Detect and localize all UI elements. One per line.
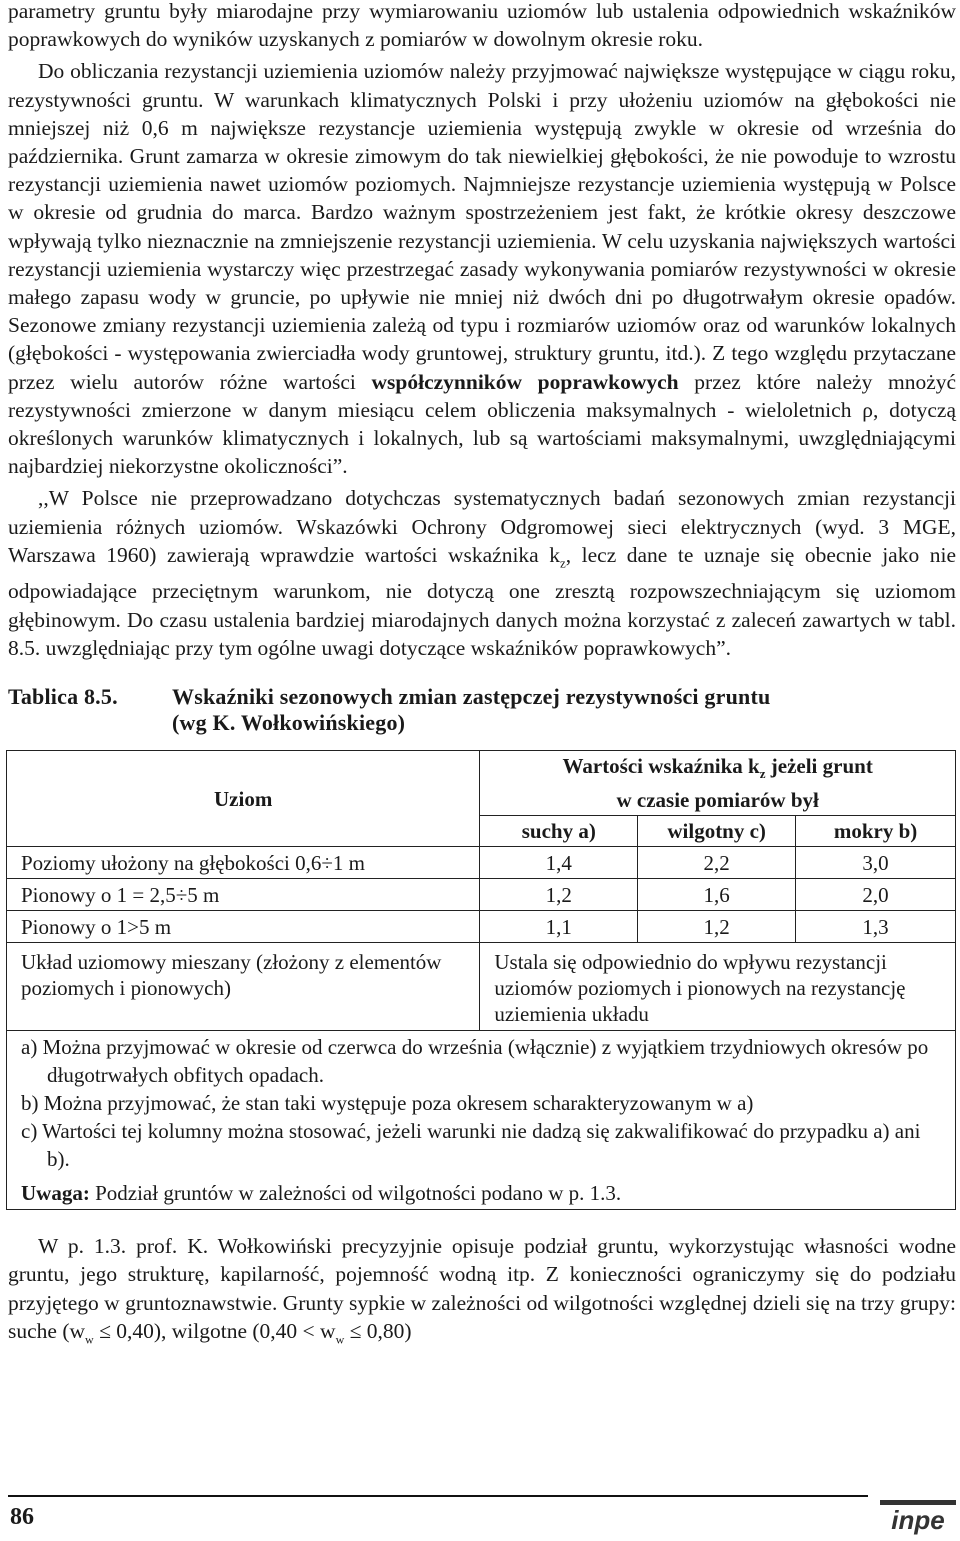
row-label: Pionowy o 1>5 m: [7, 911, 480, 943]
subscript: z: [559, 555, 566, 571]
column-header-suchy: suchy a): [480, 816, 638, 847]
table-row: [7, 911, 956, 943]
table-notes: [7, 1031, 956, 1210]
column-header-uziom: Uziom: [7, 750, 480, 846]
cell-value: 1,4: [480, 847, 638, 879]
footer-rule: [8, 1495, 868, 1497]
note-a: a) Można przyjmować w okresie od czerwca do września (włącznie) z wyjątkiem trzydniowych okresów po długotrwałych obfitych opadach.: [21, 1035, 929, 1088]
publisher-logo: [880, 1496, 956, 1536]
row-label: Układ uziomowy mieszany (złożony z elementów poziomych i pionowych): [7, 943, 480, 1031]
note-b: b) Można przyjmować, że stan taki występuje poza okresem scharakteryzowanym w a): [21, 1091, 754, 1116]
remark-label: Uwaga:: [21, 1181, 90, 1206]
quote-text-end: , lecz dane te uznaje się obecnie jako nie odpowiadające przeciętnym warunkom, nie dotyczą one zresztą rozpowszechniającym się uziomom głębinowym. Do czasu ustalenia bardziej miarodajnych danych można korzystać z zaleceń zawartych w tabl. 8.5. uwzględniając przy tym ogólne uwagi dotyczące wskaźników poprawkowych”.: [8, 542, 956, 660]
table-caption-source: (wg K. Wołkowińskiego): [172, 709, 406, 735]
table-row-mixed: [7, 943, 956, 1031]
soil-text-end: ≤ 0,80): [344, 1318, 412, 1343]
cell-value: 1,3: [796, 911, 956, 943]
coefficients-table: [6, 750, 956, 1210]
paragraph-seasonal-text-end: przez które należy mnożyć rezystywności zmierzone w danym miesiącu celem obliczenia maksymalnych - wieloletnich ρ, dotyczą określonych warunków klimatycznych i lokalnych, lub są wartościami maksymalnymi, uwzględniającymi najbardziej niekorzystne okoliczności”.: [8, 369, 957, 479]
soil-text-mid: ≤ 0,40), wilgotne (0,40 < w: [93, 1318, 336, 1343]
row-label: Poziomy ułożony na głębokości 0,6÷1 m: [7, 847, 480, 879]
paragraph-intro: parametry gruntu były miarodajne przy wymiarowaniu uziomów lub ustalenia odpowiednich wskaźników poprawkowych do wyników uzyskanych z pomiarów w dowolnym okresie roku.: [8, 0, 956, 52]
subscript: w: [85, 1332, 94, 1347]
bold-term: współczynników poprawkowych: [371, 369, 679, 394]
table-notes-row: [7, 1031, 956, 1210]
cell-value: 2,0: [796, 879, 956, 911]
paragraph-seasonal-text: Do obliczania rezystancji uziemienia uziomów należy przyjmować największe występujące w ciągu roku, rezystywności gruntu. W warunkach klimatycznych Polski i przy ułożeniu uziomów na głębokości nie mniejszej niż 0,6 m największe rezystancje uziemienia występują zwykle w okresie od września do października. Grunt zamarza w okresie zimowym do tak niewielkiej głębokości, że nie powoduje to wzrostu rezystancji uziemienia nawet uziomów poziomych. Najmniejsze rezystancje uziemienia występują w Polsce w okresie od grudnia do marca. Bardzo ważnym spostrzeżeniem jest fakt, że krótkie okresy deszczowe wpływają tylko nieznacznie na zmniejszenie rezystancji uziemienia. W celu uzyskania największych wartości rezystancji uziemienia wystarczy więc przestrzegać zasady wykonywania pomiarów rezystywności w okresie małego zapasu wody w gruncie, po upływie nie mniej niż dwóch dni po długotrwałym okresie opadów. Sezonowe zmiany rezystancji uziemienia zależą od typu i rozmiarów uziomów oraz od warunków lokalnych (głębokości - występowania zwierciadła wody gruntowej, struktury gruntu, itd.). Z tego względu przytaczane przez wielu autorów różne wartości: [8, 59, 956, 394]
table-remark: [21, 1179, 941, 1207]
cell-value: 1,2: [638, 911, 796, 943]
column-header-wilgotny: wilgotny c): [638, 816, 796, 847]
page-number: 86: [10, 1504, 34, 1530]
column-group-header: [480, 750, 956, 815]
paragraph-soil-groups: [8, 1232, 956, 1353]
group-header-line2: w czasie pomiarów był: [616, 788, 819, 813]
table-row: [7, 847, 956, 879]
cell-value: 3,0: [796, 847, 956, 879]
group-header-text-end: jeżeli grunt: [765, 753, 873, 778]
note-c: c) Wartości tej kolumny można stosować, jeżeli warunki nie dadzą się zakwalifikować do przypadku a) ani b).: [21, 1119, 921, 1172]
logo-text: inpe: [891, 1505, 945, 1535]
cell-value: 2,2: [638, 847, 796, 879]
document-page: [8, 0, 956, 1353]
table-caption-label: Tablica 8.5.: [8, 683, 118, 709]
soil-text: W p. 1.3. prof. K. Wołkowiński precyzyjnie opisuje podział gruntu, wykorzystując własności wodne gruntu, jego strukturę, kapilarność, pojemność wodną itp. Z konieczności ograniczymy się do podziału przyjętego w gruntoznawstwie. Grunty sypkie w zależności od wilgotności względnej dzieli się na trzy grupy: suche (w: [8, 1234, 956, 1343]
mixed-system-note: Ustala się odpowiednio do wpływu rezystancji uziomów poziomych i pionowych na rezystancję uziemienia układu: [480, 943, 956, 1031]
cell-value: 1,2: [480, 879, 638, 911]
paragraph-quote: [8, 484, 956, 662]
column-header-mokry: mokry b): [796, 816, 956, 847]
paragraph-seasonal: [8, 57, 956, 480]
group-header-sub: z: [759, 766, 766, 782]
cell-value: 1,1: [480, 911, 638, 943]
table-row: [7, 879, 956, 911]
row-label: Pionowy o 1 = 2,5÷5 m: [7, 879, 480, 911]
cell-value: 1,6: [638, 879, 796, 911]
table-caption: [8, 684, 956, 736]
table-caption-title: Wskaźniki sezonowych zmian zastępczej rezystywności gruntu: [172, 683, 771, 709]
remark-text: Podział gruntów w zależności od wilgotności podano w p. 1.3.: [89, 1181, 622, 1206]
subscript: w: [335, 1332, 345, 1347]
group-header-text: Wartości wskaźnika k: [562, 753, 760, 778]
quote-text: ,,W Polsce nie przeprowadzano dotychczas systematycznych badań sezonowych zmian rezystancji uziemienia różnych uziomów. Wskazówki Ochrony Odgromowej sieci elektrycznych (wyd. 3 MGE, Warszawa 1960) zawierają wprawdzie wartości wskaźnika k: [8, 486, 956, 567]
